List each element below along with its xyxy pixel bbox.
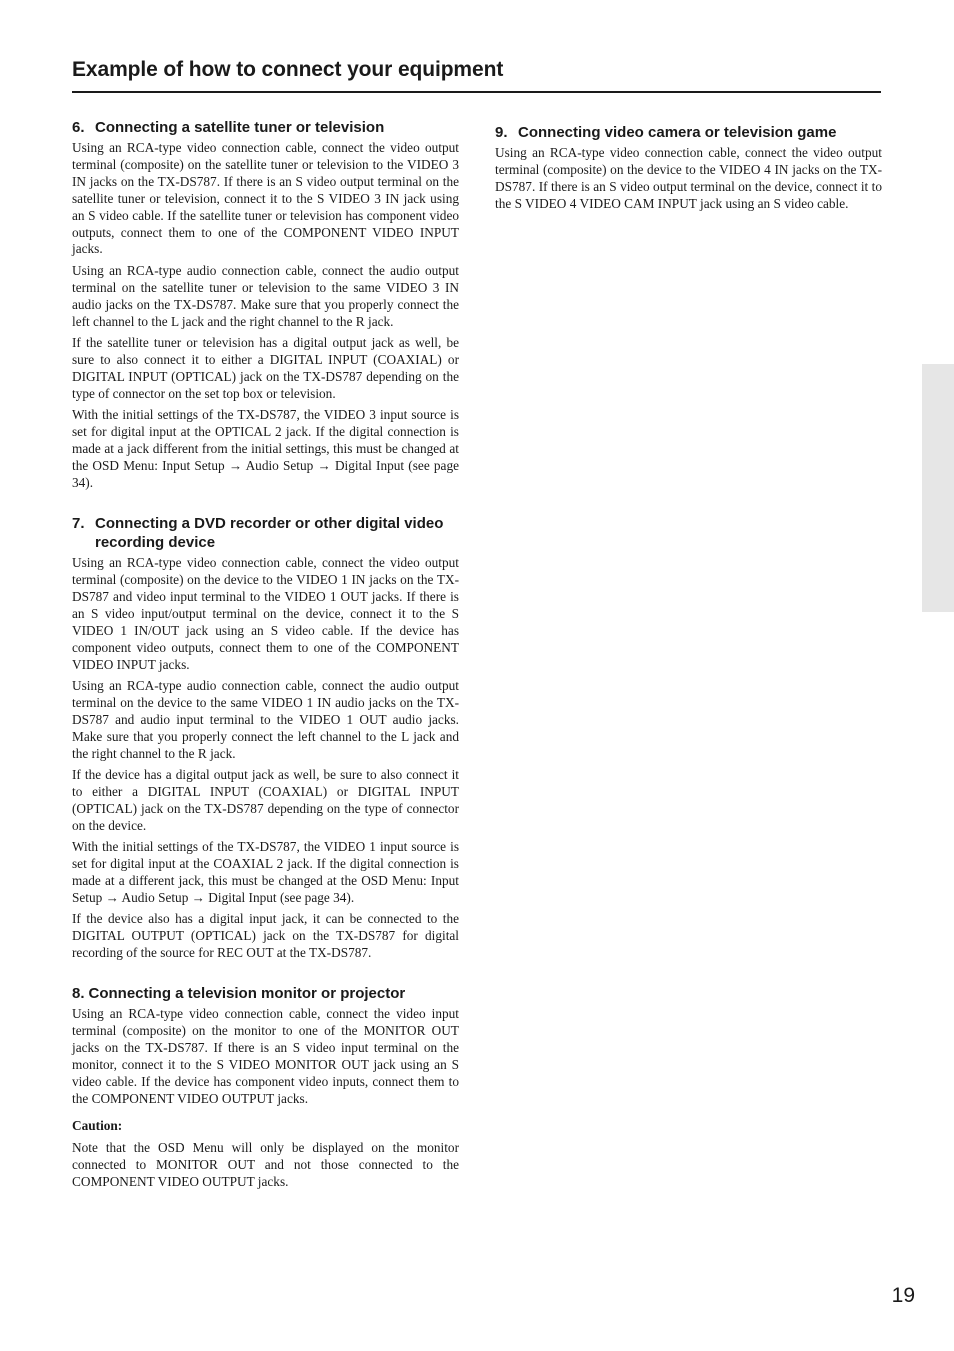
paragraph: Using an RCA-type audio connection cable, connect the audio output terminal on the device to the same VIDEO 1 IN audio jacks on the TX-DS787 and audio input terminal to the VIDEO 1 OUT audio jacks. Make sure that you properly connect the left channel to the L jack and the right channel to the R jack. [72,677,459,761]
paragraph: If the device also has a digital input jack, it can be connected to the DIGITAL OUTPUT (OPTICAL) jack on the TX-DS787 for digital recording of the source for REC OUT at the TX-DS787. [72,911,459,961]
spacer [72,966,459,984]
section-number: 7. [72,515,85,533]
caution-label: Caution: [72,1118,123,1134]
page-number: 19 [891,1284,915,1307]
side-tab-marker [922,364,954,612]
section-heading [72,118,459,137]
paragraph: Using an RCA-type video connection cable, connect the video output terminal (composite) on the device to the VIDEO 1 IN jacks on the TX-DS787 and video input terminal to the VIDEO 1 OUT jacks. If there is an S video input/output terminal on the device, connect it to the S VIDEO 1 IN/OUT jack using an S video cable. If the device has component video outputs, connect them to one of the COMPONENT VIDEO INPUT jacks. [72,555,459,672]
page-title: Example of how to connect your equipment [72,58,504,81]
spacer [72,496,459,514]
paragraph: Using an RCA-type audio connection cable, connect the audio output terminal on the satellite tuner or television to the same VIDEO 3 IN audio jacks on the TX-DS787. Make sure that you properly connect the left channel to the L jack and the right channel to the R jack. [72,262,459,329]
paragraph: With the initial settings of the TX-DS787, the VIDEO 1 input source is set for digital input at the COAXIAL 2 jack. If the digital connection is made at a different jack, this must be changed at the OSD Menu: Input Setup → Audio Setup → Digital Input (see page 34). [72,839,459,905]
section-heading [72,984,459,1003]
section-heading-text: Connecting a television monitor or projector [88,985,406,1003]
section-video-camera [495,123,882,213]
section-heading-text: Connecting a DVD recorder or other digital video recording device [95,515,444,552]
section-number: 6. [72,119,85,136]
paragraph: With the initial settings of the TX-DS787, the VIDEO 3 input source is set for digital input at the OPTICAL 2 jack. If the digital connection is made at a jack different from the initial settings, this must be changed at the OSD Menu: Input Setup → Audio Setup → Digital Input (see page 34). [72,407,459,490]
paragraph: If the device has a digital output jack as well, be sure to also connect it to either a DIGITAL INPUT (COAXIAL) or DIGITAL INPUT (OPTICAL) jack on the TX-DS787 depending on the type of connector on the device. [72,767,459,833]
section-number: 8. [72,985,85,1003]
title-divider [72,91,881,93]
caution-text: Note that the OSD Menu will only be displayed on the monitor connected to MONITOR OUT and not those connected to the COMPONENT VIDEO OUTPUT jacks. [72,1139,459,1189]
section-number: 9. [495,124,508,141]
section-heading-text: Connecting video camera or television game [518,124,837,141]
section-tv-monitor [72,984,459,1190]
section-heading [495,123,882,142]
paragraph: Using an RCA-type video connection cable, connect the video output terminal (composite) on the device to the VIDEO 4 IN jacks on the TX-DS787. If there is an S video output terminal on the device, connect it to the S VIDEO 4 VIDEO CAM INPUT jack using an S video cable. [495,145,882,211]
paragraph: Using an RCA-type video connection cable, connect the video output terminal (composite) on the satellite tuner or television to the VIDEO 3 IN jacks on the TX-DS787. If there is an S video output terminal on the satellite tuner or television, connect it to the S VIDEO 3 IN jack using an S video cable. If the satellite tuner or television has component video outputs, connect them to one of the COMPONENT VIDEO INPUT jacks. [72,140,459,257]
right-column [495,123,882,217]
section-heading [72,514,459,552]
section-satellite-tuner [72,118,459,492]
section-heading-text: Connecting a satellite tuner or television [95,119,385,136]
paragraph: Using an RCA-type video connection cable, connect the video input terminal (composite) on the monitor to one of the MONITOR OUT jacks on the TX-DS787. If there is an S video input terminal on the monitor, connect it to the S VIDEO MONITOR OUT jack using an S video cable. If the device has component video inputs, connect them to the COMPONENT VIDEO OUTPUT jacks. [72,1006,459,1106]
left-column [72,118,459,1195]
section-dvd-recorder [72,514,459,962]
paragraph: If the satellite tuner or television has a digital output jack as well, be sure to also connect it to either a DIGITAL INPUT (COAXIAL) or DIGITAL INPUT (OPTICAL) jack on the TX-DS787 depending on the type of connector on the set top box or television. [72,334,459,401]
